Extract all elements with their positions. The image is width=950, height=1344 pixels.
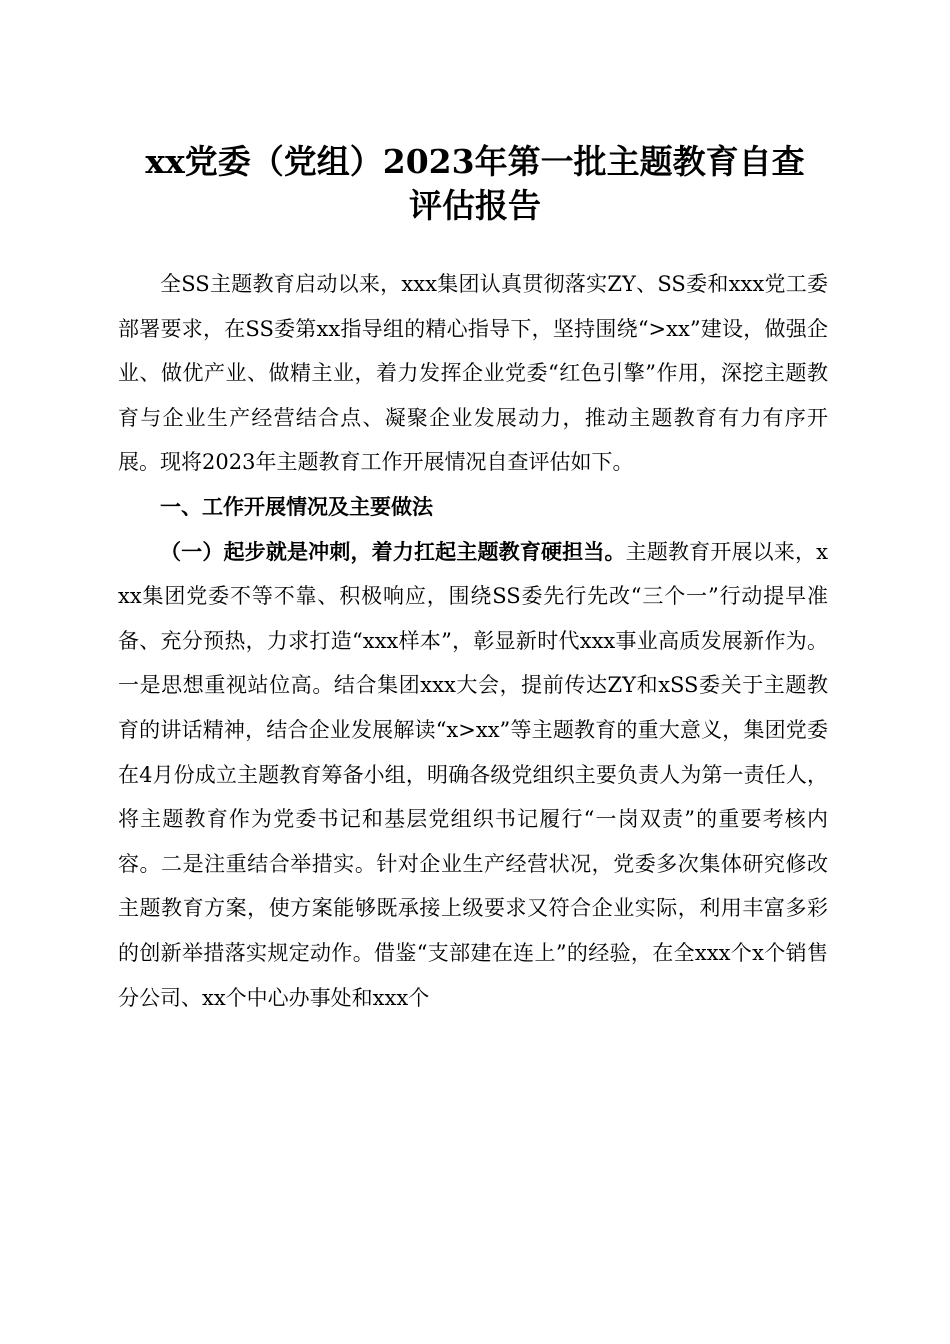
document-title: [0, 140, 950, 228]
document-body: [118, 262, 828, 1020]
section-1-heading: 一、工作开展情况及主要做法: [160, 494, 433, 519]
section-1-1-lead: （一）起步就是冲刺，着力扛起主题教育硬担当。: [160, 538, 626, 564]
section-1-1-body: 主题教育开展以来，xxx集团党委不等不靠、积极响应，围绕SS委先行先改“三个一”行动提早准备、充分预热，力求打造“xxx样本”，彰显新时代xxx事业高质发展新作为。一是思想重视站位高。结合集团xxx大会，提前传达ZY和xSS委关于主题教育的讲话精神，结合企业发展解读“x>xx”等主题教育的重大意义，集团党委在4月份成立主题教育筹备小组，明确各级党组织主要负责人为第一责任人，将主题教育作为党委书记和基层党组织书记履行“一岗双责”的重要考核内容。二是注重结合举措实。针对企业生产经营状况，党委多次集体研究修改主题教育方案，使方案能够既承接上级要求又符合企业实际，利用丰富多彩的创新举措落实规定动作。借鉴“支部建在连上”的经验，在全xxx个x个销售分公司、xx个中心办事处和xxx个: [118, 539, 829, 1010]
title-line-2: 评估报告: [409, 186, 541, 225]
title-line-1: xx党委（党组）2023年第一批主题教育自查: [145, 142, 805, 181]
section-1-1-paragraph: [118, 530, 828, 1021]
intro-paragraph: 全SS主题教育启动以来，xxx集团认真贯彻落实ZY、SS委和xxx党工委部署要求，在SS委第xx指导组的精心指导下，坚持围绕“>xx”建设，做强企业、做优产业、做精主业，着力发挥企业党委“红色引擎”作用，深挖主题教育与企业生产经营结合点、凝聚企业发展动力，推动主题教育有力有序开展。现将2023年主题教育工作开展情况自查评估如下。: [118, 272, 828, 475]
